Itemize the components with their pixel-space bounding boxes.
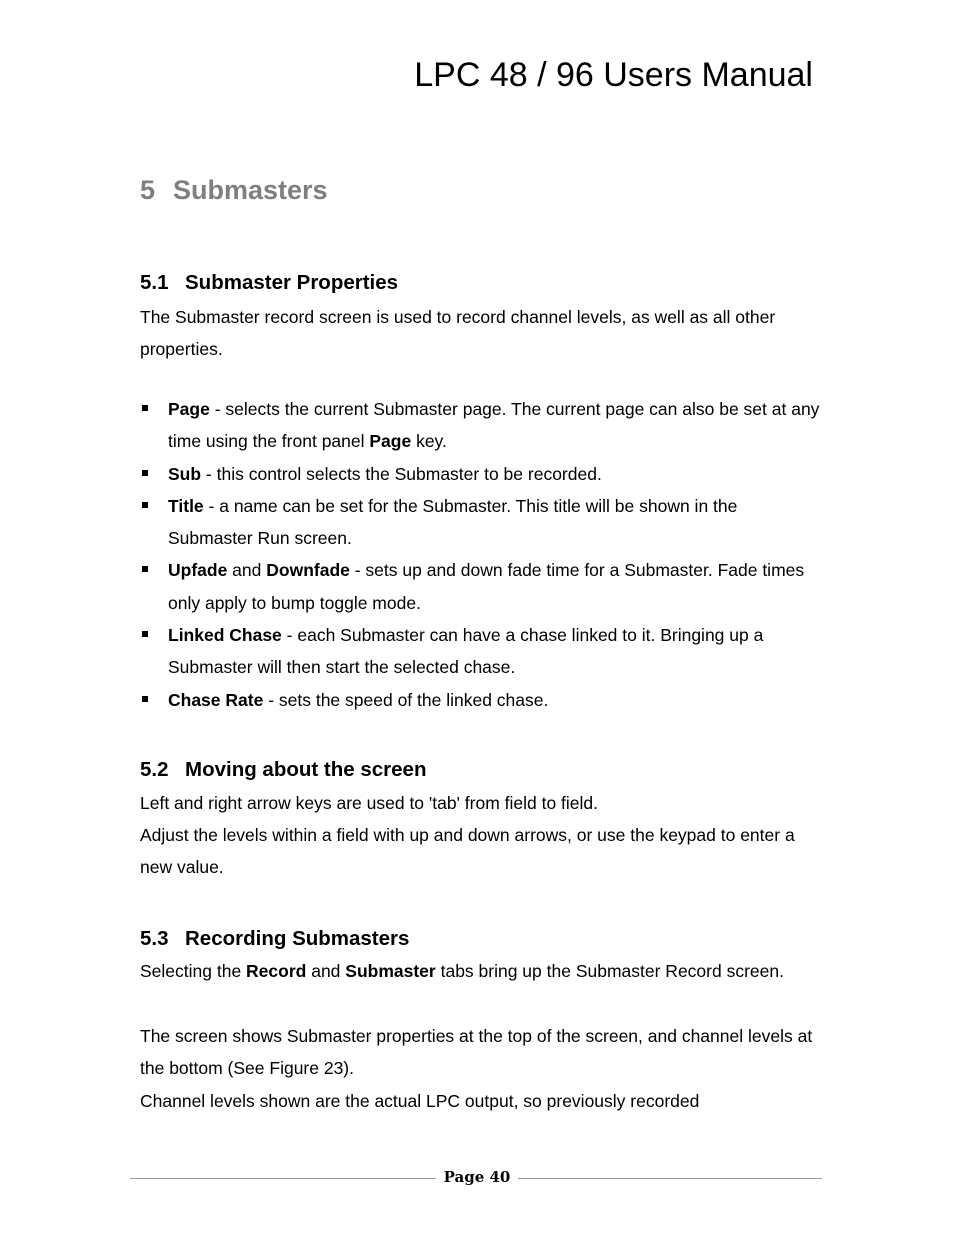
chapter-heading	[140, 175, 328, 206]
section-number: 5.2	[140, 758, 169, 781]
text: Selecting the	[140, 961, 247, 981]
section-title: Recording Submasters	[185, 927, 410, 950]
term: Page	[369, 431, 412, 452]
section-5-2-para: Adjust the levels within a field with up and down arrows, or use the keypad to enter a new value.	[140, 825, 795, 878]
document-title: LPC 48 / 96 Users Manual	[414, 56, 813, 94]
description: - this control selects the Submaster to be recorded.	[201, 463, 602, 484]
description: - sets up and down fade time for a Submaster. Fade times only apply to bump toggle mode.	[168, 560, 805, 613]
text: and	[306, 961, 346, 981]
description: - a name can be set for the Submaster. This title will be shown in the Submaster Run screen.	[168, 495, 738, 549]
section-5-3-para	[140, 955, 820, 987]
section-5-3-para: Channel levels shown are the actual LPC output, so previously recorded	[140, 1091, 700, 1111]
section-5-1-intro: The Submaster record screen is used to record channel levels, as well as all other properties.	[140, 307, 776, 360]
section-number: 5.1	[140, 271, 169, 294]
section-heading-5-3	[140, 927, 409, 951]
chapter-title: Submasters	[173, 175, 328, 205]
description: - sets the speed of the linked chase.	[263, 689, 549, 710]
list-item	[140, 619, 820, 684]
term: Downfade	[266, 560, 350, 581]
section-title: Submaster Properties	[185, 271, 399, 294]
section-number: 5.3	[140, 927, 169, 950]
description: and	[227, 560, 267, 581]
list-item	[140, 554, 820, 619]
section-heading-5-1	[140, 271, 398, 295]
property-list	[140, 393, 820, 716]
section-title: Moving about the screen	[185, 758, 427, 781]
list-item	[140, 490, 820, 555]
term: Chase Rate	[168, 689, 264, 710]
bullet-square-icon	[142, 470, 148, 476]
description: - selects the current Submaster page. The current page can also be set at any time using the front panel	[168, 399, 820, 452]
term: Linked Chase	[168, 625, 282, 646]
bullet-square-icon	[142, 696, 148, 702]
page-label: Page 40	[436, 1168, 519, 1186]
term: Page	[168, 399, 210, 419]
term: Submaster	[345, 961, 436, 981]
term: Record	[246, 961, 307, 981]
description: - each Submaster can have a chase linked to it. Bringing up a Submaster will then start the selected chase.	[168, 625, 764, 678]
section-5-2-para: Left and right arrow keys are used to 'tab' from field to field.	[140, 793, 599, 813]
section-5-3-para: The screen shows Submaster properties at the top of the screen, and channel levels at the bottom (See Figure 23).	[140, 1026, 813, 1079]
list-item	[140, 458, 820, 490]
bullet-square-icon	[142, 405, 148, 411]
term: Title	[168, 495, 204, 516]
bullet-square-icon	[142, 502, 148, 508]
term: Sub	[168, 463, 202, 484]
page-number	[0, 1168, 954, 1186]
bullet-square-icon	[142, 566, 148, 572]
list-item	[140, 393, 820, 458]
section-heading-5-2	[140, 758, 426, 782]
text: tabs bring up the Submaster Record screen.	[435, 961, 784, 981]
list-item	[140, 684, 820, 716]
chapter-number: 5	[140, 175, 156, 205]
term: Upfade	[168, 560, 228, 581]
description: key.	[411, 431, 447, 452]
bullet-square-icon	[142, 631, 148, 637]
